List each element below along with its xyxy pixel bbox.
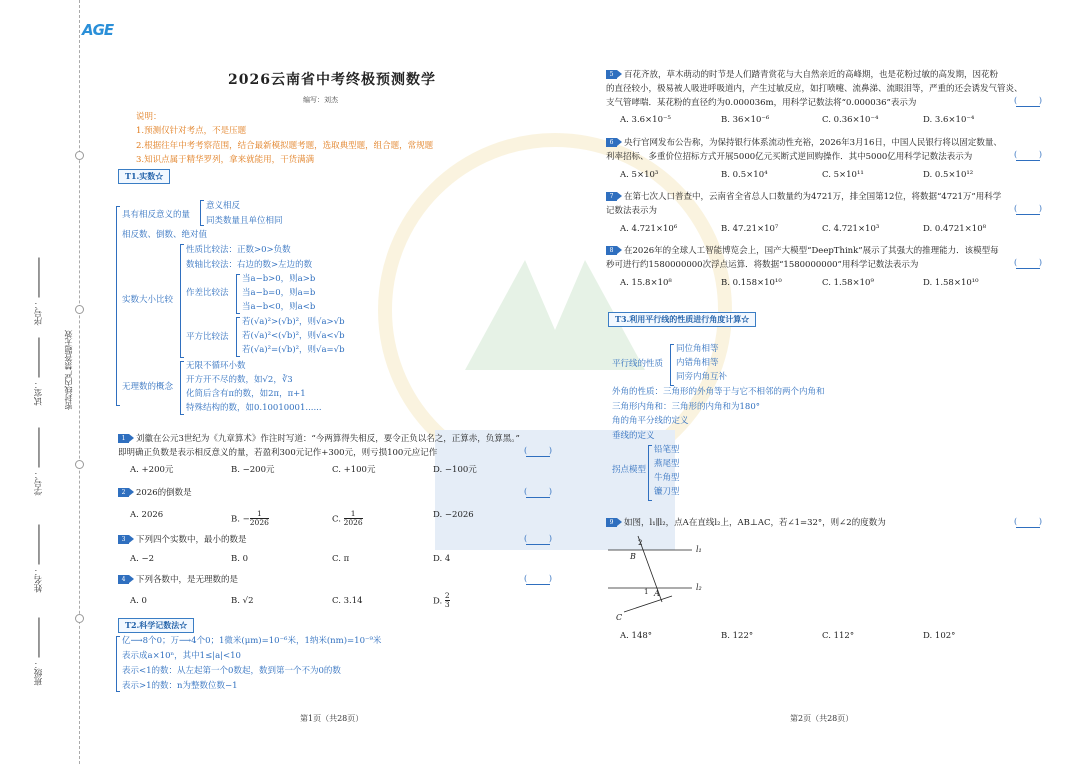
mm-node: 同旁内角互补 — [676, 372, 728, 382]
option-c[interactable]: C. π — [332, 554, 350, 564]
mm-node: 作差比较法 — [186, 288, 229, 298]
question-6-line2: 利率招标、多重价位招标方式开展5000亿元买断式逆回购操作．其中5000亿用科学记数法表示为 — [606, 152, 973, 162]
mm-node: 若(√a)²<(√b)²，则√a<√b — [242, 331, 345, 341]
option-a[interactable]: A. 148° — [620, 631, 653, 641]
note-item: 1.预测仅针对考点，不是压题 — [136, 126, 247, 137]
note-item: 2.根据往年中考考察范围，结合最新模拟题考题，选取典型题，组合题，常规题 — [136, 140, 434, 151]
question-number: 4 — [118, 575, 129, 584]
question-5-line3: 支气管哮喘．某花粉的直径约为0.000036m，用科学记数法将“0.000036”表示为 — [606, 98, 917, 108]
page-footer-right: 第2页（共28页） — [790, 714, 854, 723]
class-field: 班级： — [34, 618, 45, 686]
mm-node: 意义相反 — [206, 201, 241, 211]
option-c[interactable]: C. 1.58×10⁹ — [822, 278, 874, 288]
mm-node: 三角形内角和：三角形的内角和为180° — [612, 402, 760, 412]
mm-node: 平行线的性质 — [612, 359, 664, 369]
question-8 — [606, 246, 999, 257]
option-b[interactable]: B. 0 — [231, 554, 249, 564]
document-title: 2026云南省中考终极预测数学 — [228, 72, 436, 88]
option-a[interactable]: A. 3.6×10⁻⁵ — [620, 115, 671, 125]
option-b[interactable]: B. 0.158×10¹⁰ — [721, 278, 782, 288]
option-a[interactable]: A. −2 — [130, 554, 155, 564]
question-4 — [118, 575, 238, 586]
mm-node: 垂线的定义 — [612, 431, 655, 441]
answer-blank[interactable] — [1016, 151, 1040, 161]
option-d[interactable]: D. −2026 — [433, 510, 474, 520]
label-l2: l₂ — [696, 583, 702, 592]
option-c[interactable]: C. 112° — [822, 631, 855, 641]
answer-blank[interactable] — [1016, 259, 1040, 269]
answer-blank[interactable] — [1016, 205, 1040, 215]
binding-hole — [75, 614, 84, 623]
room-field: 试室： — [34, 338, 45, 406]
t2-mindmap — [118, 634, 448, 694]
label-c: C — [616, 613, 623, 622]
mm-node: 同类数量且单位相同 — [206, 216, 283, 226]
mm-node: 拐点模型 — [612, 465, 647, 475]
label-angle-1: 1 — [644, 588, 649, 596]
question-text: 在第七次人口普查中，云南省全省总人口数量约为4721万，排全国第12位，将数据“4721万”用科学 — [624, 192, 1002, 202]
section-tag-t3: T3.利用平行线的性质进行角度计算☆ — [608, 312, 756, 327]
option-b[interactable]: B. 36×10⁻⁶ — [721, 115, 770, 125]
question-number: 6 — [606, 138, 617, 147]
mm-node: 实数大小比较 — [122, 295, 174, 305]
t3-mindmap — [608, 343, 908, 505]
answer-blank[interactable] — [526, 535, 550, 545]
question-number: 7 — [606, 192, 617, 201]
option-c[interactable]: C. $\frac{1}{2026}$ — [332, 509, 363, 528]
section-tag-t1: T1.实数☆ — [118, 169, 170, 184]
question-text: 如图，l₁∥l₂，点A在直线l₂上，AB⊥AC，若∠1=32°，则∠2的度数为 — [624, 518, 886, 528]
answer-blank[interactable] — [526, 447, 550, 457]
answer-blank[interactable] — [526, 488, 550, 498]
student-id-field: 学号： — [34, 428, 45, 496]
option-d[interactable]: D. $\frac{2}{3}$ — [433, 591, 450, 610]
question-6 — [606, 138, 1002, 149]
question-number: 2 — [118, 488, 129, 497]
option-b[interactable]: B. −200元 — [231, 465, 275, 475]
label-angle-2: 2 — [638, 539, 643, 547]
mm-node: 无限不循环小数 — [186, 361, 246, 371]
question-number: 9 — [606, 518, 617, 527]
mm-node: 内错角相等 — [676, 358, 719, 368]
option-b[interactable]: B. − $\frac{1}{2026}$ — [231, 509, 269, 528]
option-d[interactable]: D. −100元 — [433, 465, 477, 475]
mm-node: 若(√a)²=(√b)²，则√a=√b — [242, 345, 345, 355]
option-d[interactable]: D. 4 — [433, 554, 451, 564]
option-b[interactable]: B. 122° — [721, 631, 754, 641]
mm-node: 当a−b=0，则a=b — [242, 288, 316, 298]
document-author: 编写：刘杰 — [303, 96, 338, 104]
option-c[interactable]: C. 5×10¹¹ — [822, 170, 864, 180]
binding-hole — [75, 305, 84, 314]
mm-node: 化简后含有π的数，如2π，π+1 — [186, 389, 306, 399]
mm-node: 镰刀型 — [654, 487, 680, 497]
label-l1: l₁ — [696, 545, 702, 554]
note-item: 3.知识点属于精华罗列，拿来就能用，干货满满 — [136, 155, 315, 166]
option-d[interactable]: D. 102° — [923, 631, 956, 641]
mm-node: 开方开不尽的数，如√2，∛3 — [186, 375, 293, 385]
mm-node: 表示>1的数：n为整数位数−1 — [122, 681, 238, 691]
option-b[interactable]: B. √2 — [231, 596, 254, 606]
option-a[interactable]: A. 0 — [130, 596, 147, 606]
question-text: 百花齐放，草木萌动的时节是人们踏青赏花与大自然亲近的高峰期，也是花粉过敏的高发期，因花粉 — [624, 70, 999, 80]
question-text: 下列各数中，是无理数的是 — [136, 575, 239, 585]
option-c[interactable]: C. 0.36×10⁻⁴ — [822, 115, 879, 125]
mm-node: 性质比较法：正数>0>负数 — [186, 245, 291, 255]
question-number: 5 — [606, 70, 617, 79]
question-text: 2026的倒数是 — [136, 488, 192, 498]
mm-node: 当a−b<0，则a<b — [242, 302, 316, 312]
binding-hole — [75, 151, 84, 160]
question-9 — [606, 518, 886, 529]
option-a[interactable]: A. 5×10³ — [620, 170, 659, 180]
answer-blank[interactable] — [526, 575, 550, 585]
publisher-logo: AGE — [82, 21, 114, 39]
question-8-line2: 秒可进行约1580000000次浮点运算．将数据“1580000000”用科学记数法表示为 — [606, 260, 919, 270]
answer-blank[interactable] — [1016, 518, 1040, 528]
option-b[interactable]: B. 47.21×10⁷ — [721, 224, 779, 234]
page-footer-left: 第1页（共28页） — [300, 714, 364, 723]
question-5-line2: 的直径较小，极易被人吸进呼吸道内，产生过敏反应，如打喷嚏、流鼻涕、流眼泪等，严重的还会诱发气管炎、 — [606, 84, 1023, 94]
option-d[interactable]: D. 1.58×10¹⁰ — [923, 278, 979, 288]
mm-node: 铅笔型 — [654, 445, 680, 455]
mm-node: 平方比较法 — [186, 332, 229, 342]
mm-node: 角的角平分线的定义 — [612, 416, 689, 426]
question-text: 下列四个实数中，最小的数是 — [136, 535, 247, 545]
answer-blank[interactable] — [1016, 97, 1040, 107]
option-a[interactable]: A. +200元 — [130, 465, 174, 475]
notes-label: 说明： — [136, 112, 162, 122]
question-text: 在2026年的全球人工智能博览会上，国产大模型“DeepThink”展示了其强大的推理能力．该模型每 — [624, 246, 999, 256]
mm-node: 外角的性质：三角形的外角等于与它不相邻的两个内角和 — [612, 387, 825, 397]
mm-node: 数轴比较法：右边的数>左边的数 — [186, 260, 313, 270]
question-2 — [118, 488, 192, 499]
option-c[interactable]: C. +100元 — [332, 465, 376, 475]
mm-node: 同位角相等 — [676, 344, 719, 354]
mm-node: 若(√a)²>(√b)²，则√a>√b — [242, 317, 345, 327]
question-number: 8 — [606, 246, 617, 255]
question-3 — [118, 535, 247, 546]
option-a[interactable]: A. 15.8×10⁸ — [620, 278, 672, 288]
mm-node: 具有相反意义的量 — [122, 210, 191, 220]
line-ac — [624, 596, 672, 612]
question-1-line2: 即明确正负数是表示相反意义的量，若盈利300元记作+300元，则亏损100元应记作 — [118, 448, 438, 458]
mm-node: 燕尾型 — [654, 459, 680, 469]
binding-dashed-line — [79, 0, 80, 764]
option-d[interactable]: D. 0.4721×10⁸ — [923, 224, 987, 234]
question-7 — [606, 192, 1001, 203]
mm-node: 当a−b>0，则a>b — [242, 274, 316, 284]
section-tag-t2: T2.科学记数法☆ — [118, 618, 194, 633]
option-a[interactable]: A. 2026 — [130, 510, 164, 520]
question-number: 3 — [118, 535, 129, 544]
mm-node: 牛角型 — [654, 473, 680, 483]
option-c[interactable]: C. 3.14 — [332, 596, 363, 606]
option-c[interactable]: C. 4.721×10³ — [822, 224, 880, 234]
label-b: B — [630, 552, 636, 561]
question-number: 1 — [118, 434, 129, 443]
mm-node: 亿⟶8个0；万⟶4个0；1微米(μm)=10⁻⁶米，1纳米(nm)=10⁻⁹米 — [122, 636, 382, 646]
question-7-line2: 记数法表示为 — [606, 206, 658, 216]
binding-hole — [75, 460, 84, 469]
t1-mindmap — [118, 198, 448, 418]
name-field: 姓名： — [34, 525, 45, 593]
question-text: 刘徽在公元3世纪为《九章算术》作注时写道：“今两算得失相反，要令正负以名之，正算赤，负算黑。” — [136, 434, 520, 444]
question-5 — [606, 70, 998, 81]
mm-node: 特殊结构的数，如0.10010001...... — [186, 403, 322, 413]
notes-block — [136, 110, 433, 168]
option-a[interactable]: A. 4.721×10⁶ — [620, 224, 678, 234]
option-b[interactable]: B. 0.5×10⁴ — [721, 170, 768, 180]
seal-warning: 密封线内严禁答题无效 — [64, 330, 73, 410]
mm-node: 相反数、倒数、绝对值 — [122, 230, 208, 240]
option-d[interactable]: D. 0.5×10¹² — [923, 170, 974, 180]
option-d[interactable]: D. 3.6×10⁻⁴ — [923, 115, 975, 125]
mm-node: 无理数的概念 — [122, 382, 174, 392]
question-1 — [118, 434, 520, 445]
label-a: A — [654, 589, 660, 598]
geometry-figure — [606, 532, 716, 624]
mm-node: 表示<1的数：从左起第一个0数起，数到第一个不为0的数 — [122, 666, 341, 676]
question-text: 央行官网发布公告称，为保持银行体系流动性充裕，2026年3月16日，中国人民银行将以固定数量、 — [624, 138, 1002, 148]
seat-field: 序号： — [34, 258, 45, 326]
mm-node: 表示成a×10ⁿ，其中1≤|a|<10 — [122, 651, 241, 661]
